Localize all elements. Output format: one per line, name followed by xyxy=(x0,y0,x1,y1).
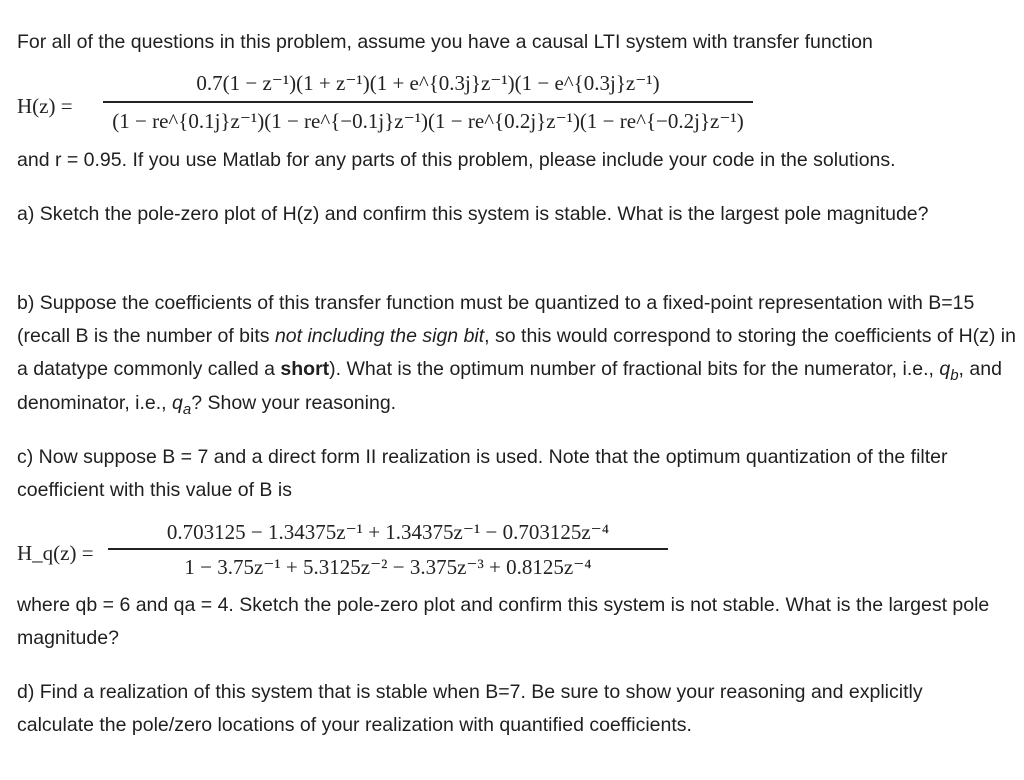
eq2-lhs: H_q(z) = xyxy=(17,541,94,565)
part-b-t7: ? Show your reasoning. xyxy=(191,392,397,414)
after-eq2-text: where qb = 6 and qa = 4. Sketch the pole-zero plot and confirm this system is not stable. What is the largest pole magnitude? xyxy=(17,594,990,649)
eq1-denominator: (1 − re^{0.1j}z⁻¹)(1 − re^{−0.1j}z⁻¹)(1 − re^{0.2j}z⁻¹)(1 − re^{−0.2j}z⁻¹) xyxy=(112,109,744,133)
eq1-numerator: 0.7(1 − z⁻¹)(1 + z⁻¹)(1 + e^{0.3j}z⁻¹)(1 − e^{0.3j}z⁻¹) xyxy=(196,71,660,95)
qa-symbol: $q_a$ xyxy=(172,392,192,418)
part-b-bold: short xyxy=(280,358,330,380)
part-b-t5: ). What is the optimum number of fractional bits for the numerator, i.e., xyxy=(329,358,940,380)
part-d-text: d) Find a realization of this system that is stable when B=7. Be sure to show your reasoning and explicitly calculate the pole/zero locations of your realization with quantified coefficients. xyxy=(17,681,923,736)
eq1-lhs: H(z) = xyxy=(17,94,73,118)
intro-text: For all of the questions in this problem, assume you have a causal LTI system with transfer function xyxy=(17,31,873,53)
r-value-text: and r = 0.95. If you use Matlab for any parts of this problem, please include your code in the solutions. xyxy=(17,149,896,171)
eq2-denominator: 1 − 3.75z⁻¹ + 5.3125z⁻² − 3.375z⁻³ + 0.8125z⁻⁴ xyxy=(184,555,592,579)
part-c-text: c) Now suppose B = 7 and a direct form II realization is used. Note that the optimum quantization of the filter coefficient with this value of B is xyxy=(17,446,948,501)
part-b-italic: not including the sign bit xyxy=(274,325,485,347)
part-b-t1: b) Suppose the coefficients of this transfer function must be quantized to a fixed-point representation with B=15 (recall B is the number of bits xyxy=(17,292,975,347)
eq2-fraction-bar xyxy=(108,548,668,550)
part-b-t6: , and denominator, i.e., xyxy=(17,358,1002,414)
part-a-text: a) Sketch the pole-zero plot of H(z) and confirm this system is stable. What is the largest pole magnitude? xyxy=(17,203,929,225)
part-b-text xyxy=(17,287,1017,421)
part-b-t3: , so this would correspond to storing the coefficients of H(z) in a datatype commonly called a xyxy=(17,325,1016,380)
eq1-fraction-bar xyxy=(103,101,753,103)
qb-symbol: $q_b$ xyxy=(939,358,959,384)
eq2-numerator: 0.703125 − 1.34375z⁻¹ + 1.34375z⁻¹ − 0.703125z⁻⁴ xyxy=(166,520,610,544)
